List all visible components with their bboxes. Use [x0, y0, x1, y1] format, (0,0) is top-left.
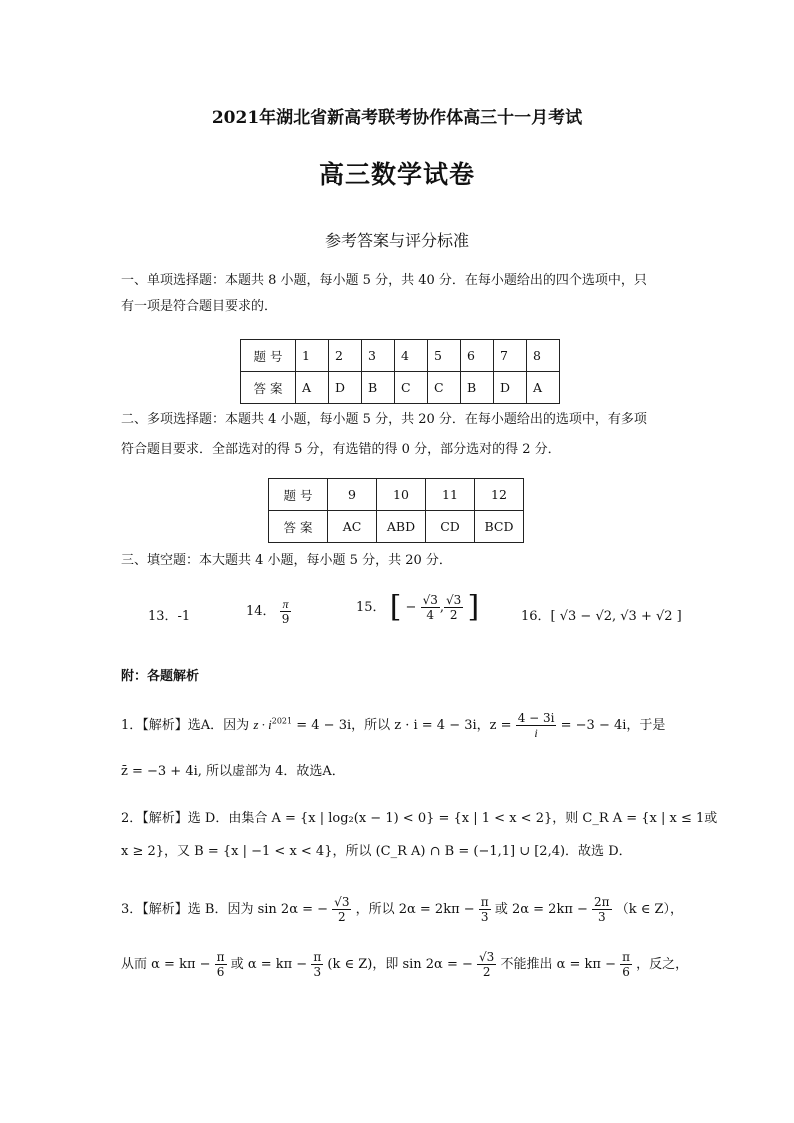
- superscript: 2021: [271, 716, 293, 726]
- fraction-denominator: 6: [216, 965, 225, 979]
- text-span: = 4 − 3i，所以 z · i = 4 − 3i，z =: [296, 718, 512, 733]
- fraction-denominator: 6: [622, 965, 630, 979]
- fraction-denominator: 3: [597, 910, 606, 924]
- subject-title: 高三数学试卷: [318, 160, 475, 189]
- table-label: 题 号: [241, 340, 296, 372]
- fraction: [332, 895, 351, 924]
- fraction-numerator: π: [280, 597, 292, 612]
- table-cell: 6: [461, 340, 494, 372]
- table-cell: C: [395, 372, 428, 404]
- text-span: ，所以 2α = 2kπ −: [355, 902, 475, 917]
- fraction: [477, 950, 496, 979]
- bracket-left: [: [389, 589, 402, 625]
- answer-table-multi: [268, 478, 524, 543]
- text-span: ，反之，: [636, 957, 689, 972]
- table-cell: 12: [475, 479, 524, 511]
- section3-line1: 三、填空题：本大题共 4 小题，每小题 5 分，共 20 分．: [121, 553, 452, 568]
- fraction-numerator: π: [313, 950, 322, 964]
- text-span: 或 2α = 2kπ −: [494, 902, 588, 917]
- fraction-denominator: 2: [337, 910, 346, 924]
- answer-14-label: 14．: [246, 604, 276, 619]
- fraction-numerator: π: [216, 950, 225, 964]
- table-cell: 4: [395, 340, 428, 372]
- subtitle: 参考答案与评分标准: [324, 231, 469, 250]
- table-label: 题 号: [269, 479, 328, 511]
- fraction: [516, 711, 557, 740]
- table-cell: 8: [527, 340, 560, 372]
- fraction-denominator: 3: [313, 965, 322, 979]
- fraction: [444, 593, 463, 622]
- table-cell: A: [296, 372, 329, 404]
- exam-title: 2021年湖北省新高考联考协作体高三十一月考试: [211, 108, 583, 128]
- bracket-right: ]: [467, 589, 480, 625]
- fraction: [592, 895, 612, 924]
- table-cell: 11: [426, 479, 475, 511]
- appendix-title: 附：各题解析: [121, 669, 200, 684]
- fraction-denominator: 2: [449, 608, 458, 622]
- text-span: = −3 − 4i，于是: [560, 718, 666, 733]
- fraction: [479, 895, 491, 924]
- fraction-denominator: 2: [482, 965, 491, 979]
- table-cell: 1: [296, 340, 329, 372]
- answer-table-single: [240, 339, 560, 404]
- section1-line1: 一、单项选择题：本题共 8 小题，每小题 5 分，共 40 分．在每小题给出的四个选项中，只: [121, 273, 647, 288]
- answer-15: 15． [ − $\frac{√3}{4}$ , $\frac{√3}{2}$ ]: [356, 589, 480, 625]
- fraction-numerator: √3: [334, 895, 350, 909]
- text-span: (k ∈ Z)，即 sin 2α = −: [327, 957, 473, 972]
- answer-14: [246, 597, 291, 626]
- table-cell: AC: [328, 511, 377, 543]
- answer-16: 16．[ √3 − √2, √3 + √2 ]: [521, 609, 682, 624]
- table-cell: B: [362, 372, 395, 404]
- fraction-numerator: 4 − 3i: [517, 711, 555, 725]
- fraction: [311, 950, 323, 979]
- section2-line1: 二、多项选择题：本题共 4 小题，每小题 5 分，共 20 分．在每小题给出的选项中，有多项: [121, 412, 647, 427]
- table-cell: ABD: [377, 511, 426, 543]
- section1-line2: 有一项是符合题目要求的．: [121, 299, 278, 314]
- answer-13: 13．-1: [148, 609, 191, 624]
- fraction: [215, 950, 227, 979]
- fraction-numerator: √3: [422, 593, 438, 607]
- solution-3-line1: [121, 895, 683, 924]
- fraction: [620, 950, 632, 979]
- table-cell: C: [428, 372, 461, 404]
- fraction: [421, 593, 440, 622]
- fraction-numerator: √3: [446, 593, 462, 607]
- fraction-denominator: i: [534, 726, 538, 740]
- table-cell: 3: [362, 340, 395, 372]
- table-cell: A: [527, 372, 560, 404]
- table-cell: BCD: [475, 511, 524, 543]
- table-label: 答 案: [241, 372, 296, 404]
- solution-2-line2: x ≥ 2}，又 B = {x | −1 < x < 4}，所以 (C_R A) ∩ B = (−1,1] ∪ [2,4)．故选 D．: [121, 844, 632, 859]
- fraction-numerator: π: [622, 950, 630, 964]
- text-span: 不能推出 α = kπ −: [500, 957, 616, 972]
- answer-15-label: 15．: [356, 600, 386, 615]
- text-span: （k ∈ Z），: [615, 902, 684, 917]
- fraction-denominator: 9: [281, 612, 290, 626]
- table-cell: D: [329, 372, 362, 404]
- math-span: z · i: [253, 717, 272, 732]
- fraction-numerator: √3: [479, 950, 495, 964]
- solution-2-line1: 2．【解析】选 D．由集合 A = {x | log₂(x − 1) < 0} = {x | 1 < x < 2}，则 C_R A = {x | x ≤ 1或: [121, 811, 718, 826]
- fraction: [280, 597, 292, 626]
- table-cell: 9: [328, 479, 377, 511]
- fraction-numerator: 2π: [594, 895, 610, 909]
- table-cell: B: [461, 372, 494, 404]
- solution-3-line2: [121, 950, 688, 979]
- table-cell: CD: [426, 511, 475, 543]
- text-span: 3．【解析】选 B．因为 sin 2α = −: [121, 902, 329, 917]
- solution-1-line2: z̄ = −3 + 4i, 所以虚部为 4．故选A．: [121, 764, 345, 779]
- table-cell: 10: [377, 479, 426, 511]
- fraction-denominator: 4: [426, 608, 435, 622]
- solution-1-line1: [121, 711, 665, 740]
- table-cell: 2: [329, 340, 362, 372]
- table-label: 答 案: [269, 511, 328, 543]
- table-cell: 5: [428, 340, 461, 372]
- table-cell: 7: [494, 340, 527, 372]
- fraction-denominator: 3: [480, 910, 489, 924]
- section2-line2: 符合题目要求．全部选对的得 5 分，有选错的得 0 分，部分选对的得 2 分．: [121, 442, 561, 457]
- table-cell: D: [494, 372, 527, 404]
- text-span: 从而 α = kπ −: [121, 957, 211, 972]
- text-span: 1．【解析】选A．因为: [121, 718, 250, 733]
- fraction-numerator: π: [480, 895, 489, 909]
- text-span: 或 α = kπ −: [230, 957, 308, 972]
